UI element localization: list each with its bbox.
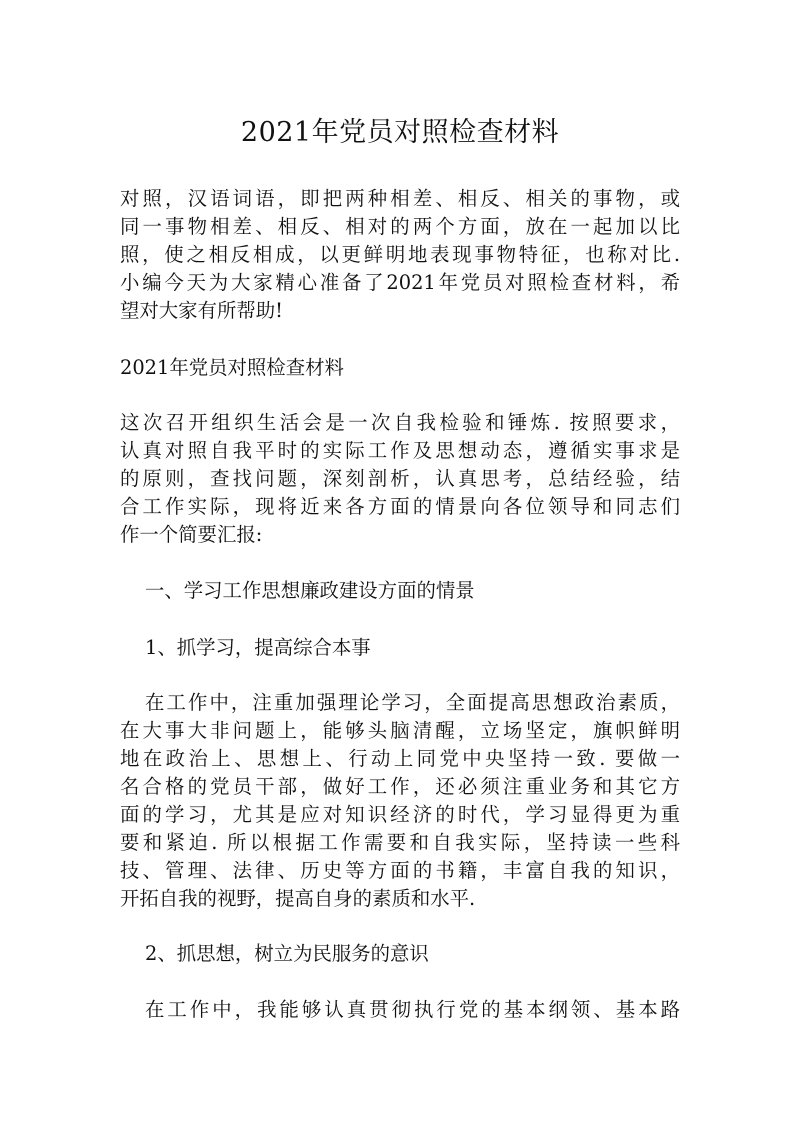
intro-line: 照，使之相反相成，以更鲜明地表现事物特征，也称对比. bbox=[120, 243, 680, 266]
opening-line: 认真对照自我平时的实际工作及思想动态，遵循实事求是 bbox=[120, 439, 680, 462]
intro-line: 对照，汉语词语，即把两种相差、相反、相关的事物，或 bbox=[120, 187, 680, 210]
body-line: 在大事大非问题上，能够头脑清醒，立场坚定，旗帜鲜明 bbox=[120, 719, 680, 742]
body-line: 在工作中，注重加强理论学习，全面提高思想政治素质， bbox=[145, 691, 680, 714]
item-heading: 1、抓学习，提高综合本事 bbox=[145, 636, 371, 659]
section-heading: 一、学习工作思想廉政建设方面的情景 bbox=[145, 579, 475, 602]
document-title: 2021年党员对照检查材料 bbox=[240, 117, 560, 148]
body-line: 面的学习，尤其是应对知识经济的时代，学习显得更为重 bbox=[120, 803, 680, 826]
opening-line: 的原则，查找问题，深刻剖析，认真思考，总结经验，结 bbox=[120, 467, 680, 490]
opening-line: 这次召开组织生活会是一次自我检验和锤炼. 按照要求， bbox=[120, 411, 680, 434]
body-line: 要和紧迫. 所以根据工作需要和自我实际，坚持读一些科 bbox=[120, 831, 680, 854]
document-subtitle: 2021年党员对照检查材料 bbox=[120, 356, 344, 379]
intro-line: 望对大家有所帮助! bbox=[120, 299, 283, 322]
intro-line: 小编今天为大家精心准备了2021年党员对照检查材料，希 bbox=[120, 271, 680, 294]
item-heading: 2、抓思想，树立为民服务的意识 bbox=[145, 942, 429, 965]
body-line: 技、管理、法律、历史等方面的书籍，丰富自我的知识， bbox=[120, 859, 680, 882]
body-line: 在工作中，我能够认真贯彻执行党的基本纲领、基本路 bbox=[145, 998, 680, 1021]
body-line: 开拓自我的视野，提高自身的素质和水平. bbox=[120, 887, 476, 910]
intro-line: 同一事物相差、相反、相对的两个方面，放在一起加以比 bbox=[120, 215, 680, 238]
opening-line: 合工作实际，现将近来各方面的情景向各位领导和同志们 bbox=[120, 495, 680, 518]
body-line: 名合格的党员干部，做好工作，还必须注重业务和其它方 bbox=[120, 775, 680, 798]
body-line: 地在政治上、思想上、行动上同党中央坚持一致. 要做一 bbox=[120, 747, 680, 770]
opening-line: 作一个简要汇报: bbox=[120, 523, 263, 546]
